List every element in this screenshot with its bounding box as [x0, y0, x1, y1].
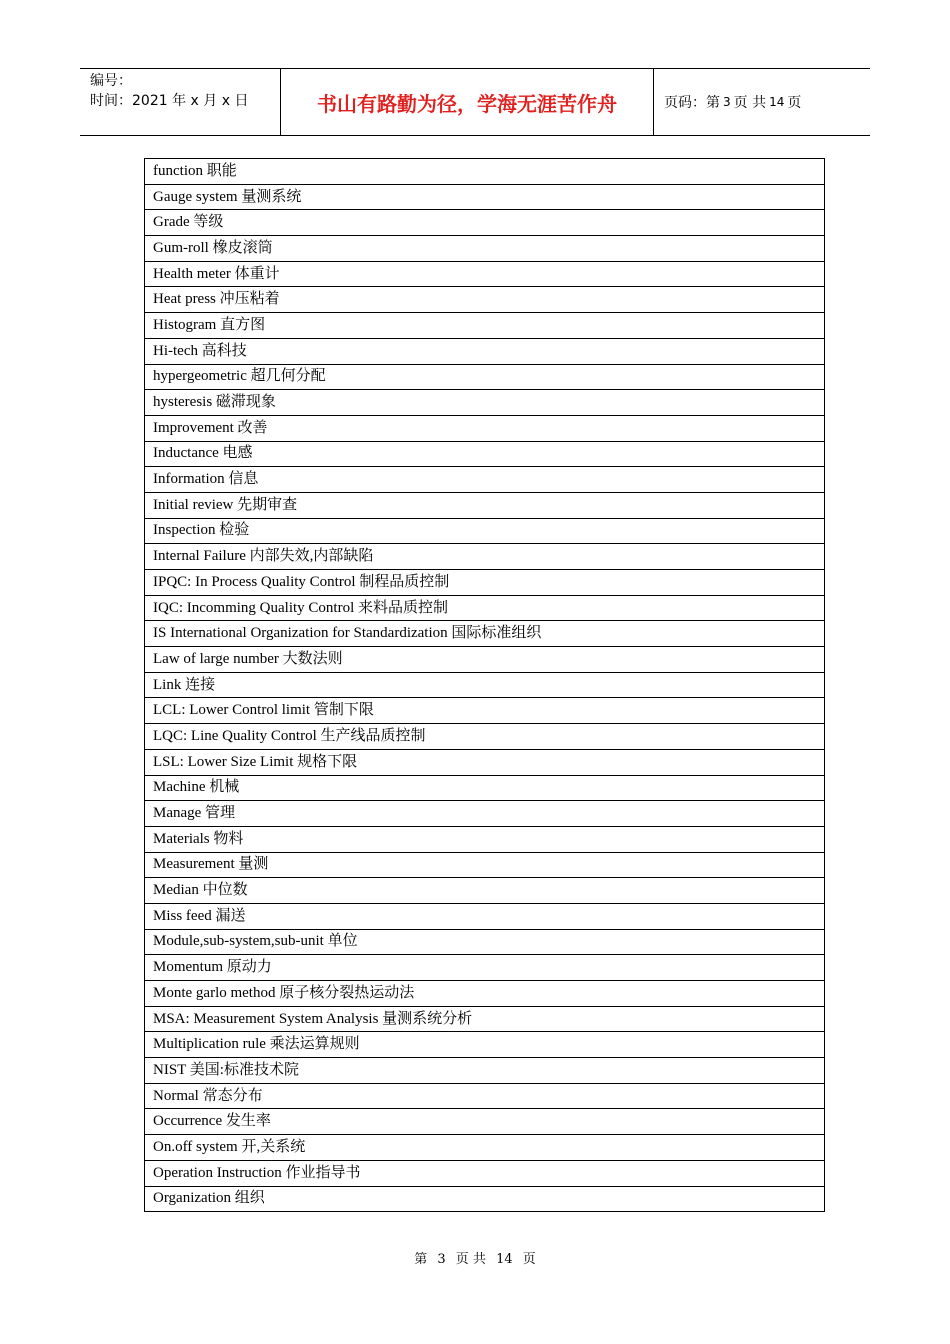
term-cell: IPQC: In Process Quality Control 制程品质控制 [145, 570, 825, 596]
term-cell: Heat press 冲压粘着 [145, 287, 825, 313]
table-row [145, 184, 825, 210]
table-row [145, 903, 825, 929]
term-cell: Histogram 直方图 [145, 313, 825, 339]
date-label: 时间：2021 年 x 月 x 日 [90, 93, 249, 109]
term-cell: Median 中位数 [145, 878, 825, 904]
table-row [145, 261, 825, 287]
table-row [145, 1160, 825, 1186]
table-row [145, 159, 825, 185]
table-row [145, 570, 825, 596]
table-row [145, 698, 825, 724]
header-page-info [654, 69, 870, 135]
table-row [145, 775, 825, 801]
term-cell: Multiplication rule 乘法运算规则 [145, 1032, 825, 1058]
table-row [145, 287, 825, 313]
term-cell: Operation Instruction 作业指导书 [145, 1160, 825, 1186]
term-cell: Inspection 检验 [145, 518, 825, 544]
table-row [145, 390, 825, 416]
page-mid: 页 共 [733, 95, 767, 111]
table-row [145, 878, 825, 904]
term-cell: LQC: Line Quality Control 生产线品质控制 [145, 724, 825, 750]
term-cell: Grade 等级 [145, 210, 825, 236]
glossary-table [144, 158, 825, 1212]
footer-mid: 页 共 [455, 1252, 486, 1267]
footer-total: 14 [496, 1252, 513, 1267]
table-row [145, 621, 825, 647]
term-cell: LCL: Lower Control limit 管制下限 [145, 698, 825, 724]
table-row [145, 415, 825, 441]
footer-current: 3 [437, 1252, 446, 1267]
term-cell: Monte garlo method 原子核分裂热运动法 [145, 981, 825, 1007]
term-cell: Gauge system 量测系统 [145, 184, 825, 210]
table-row [145, 467, 825, 493]
table-row [145, 1083, 825, 1109]
table-row [145, 981, 825, 1007]
table-row [145, 544, 825, 570]
table-row [145, 749, 825, 775]
term-cell: hypergeometric 超几何分配 [145, 364, 825, 390]
table-row [145, 313, 825, 339]
table-row [145, 647, 825, 673]
term-cell: Inductance 电感 [145, 441, 825, 467]
page-current: 3 [723, 95, 731, 109]
table-row [145, 210, 825, 236]
table-row [145, 595, 825, 621]
term-cell: Law of large number 大数法则 [145, 647, 825, 673]
table-row [145, 492, 825, 518]
term-cell: NIST 美国:标准技术院 [145, 1058, 825, 1084]
term-cell: Hi-tech 高科技 [145, 338, 825, 364]
term-cell: Module,sub-system,sub-unit 单位 [145, 929, 825, 955]
term-cell: Machine 机械 [145, 775, 825, 801]
term-cell: Momentum 原动力 [145, 955, 825, 981]
table-row [145, 236, 825, 262]
term-cell: Initial review 先期审查 [145, 492, 825, 518]
footer-suffix: 页 [522, 1252, 536, 1267]
table-row [145, 1186, 825, 1212]
table-row [145, 1135, 825, 1161]
term-cell: Manage 管理 [145, 801, 825, 827]
table-row [145, 338, 825, 364]
table-row [145, 801, 825, 827]
term-cell: Occurrence 发生率 [145, 1109, 825, 1135]
term-cell: IQC: Incomming Quality Control 来料品质控制 [145, 595, 825, 621]
table-row [145, 826, 825, 852]
table-row [145, 364, 825, 390]
table-row [145, 441, 825, 467]
header-meta [80, 69, 281, 135]
serial-number-label: 编号： [90, 73, 132, 89]
header-motto-cell [281, 69, 654, 135]
glossary-body [145, 159, 825, 1212]
term-cell: Internal Failure 内部失效,内部缺陷 [145, 544, 825, 570]
term-cell: Miss feed 漏送 [145, 903, 825, 929]
term-cell: IS International Organization for Standardization 国际标准组织 [145, 621, 825, 647]
table-row [145, 852, 825, 878]
term-cell: LSL: Lower Size Limit 规格下限 [145, 749, 825, 775]
term-cell: Measurement 量测 [145, 852, 825, 878]
term-cell: On.off system 开,关系统 [145, 1135, 825, 1161]
motto: 书山有路勤为径，学海无涯苦作舟 [317, 91, 617, 116]
table-row [145, 518, 825, 544]
term-cell: Information 信息 [145, 467, 825, 493]
table-row [145, 724, 825, 750]
term-cell: Organization 组织 [145, 1186, 825, 1212]
table-row [145, 1032, 825, 1058]
page-header [80, 68, 870, 136]
page-total: 14 [769, 95, 785, 109]
term-cell: Materials 物料 [145, 826, 825, 852]
page-suffix: 页 [787, 95, 802, 111]
term-cell: Health meter 体重计 [145, 261, 825, 287]
table-row [145, 955, 825, 981]
page-footer [0, 1248, 950, 1267]
term-cell: Improvement 改善 [145, 415, 825, 441]
page-prefix: 页码：第 [664, 95, 720, 111]
table-row [145, 1058, 825, 1084]
term-cell: MSA: Measurement System Analysis 量测系统分析 [145, 1006, 825, 1032]
term-cell: Link 连接 [145, 672, 825, 698]
term-cell: Normal 常态分布 [145, 1083, 825, 1109]
table-row [145, 1109, 825, 1135]
term-cell: Gum-roll 橡皮滚筒 [145, 236, 825, 262]
term-cell: hysteresis 磁滞现象 [145, 390, 825, 416]
table-row [145, 672, 825, 698]
footer-prefix: 第 [414, 1252, 428, 1267]
table-row [145, 1006, 825, 1032]
term-cell: function 职能 [145, 159, 825, 185]
table-row [145, 929, 825, 955]
